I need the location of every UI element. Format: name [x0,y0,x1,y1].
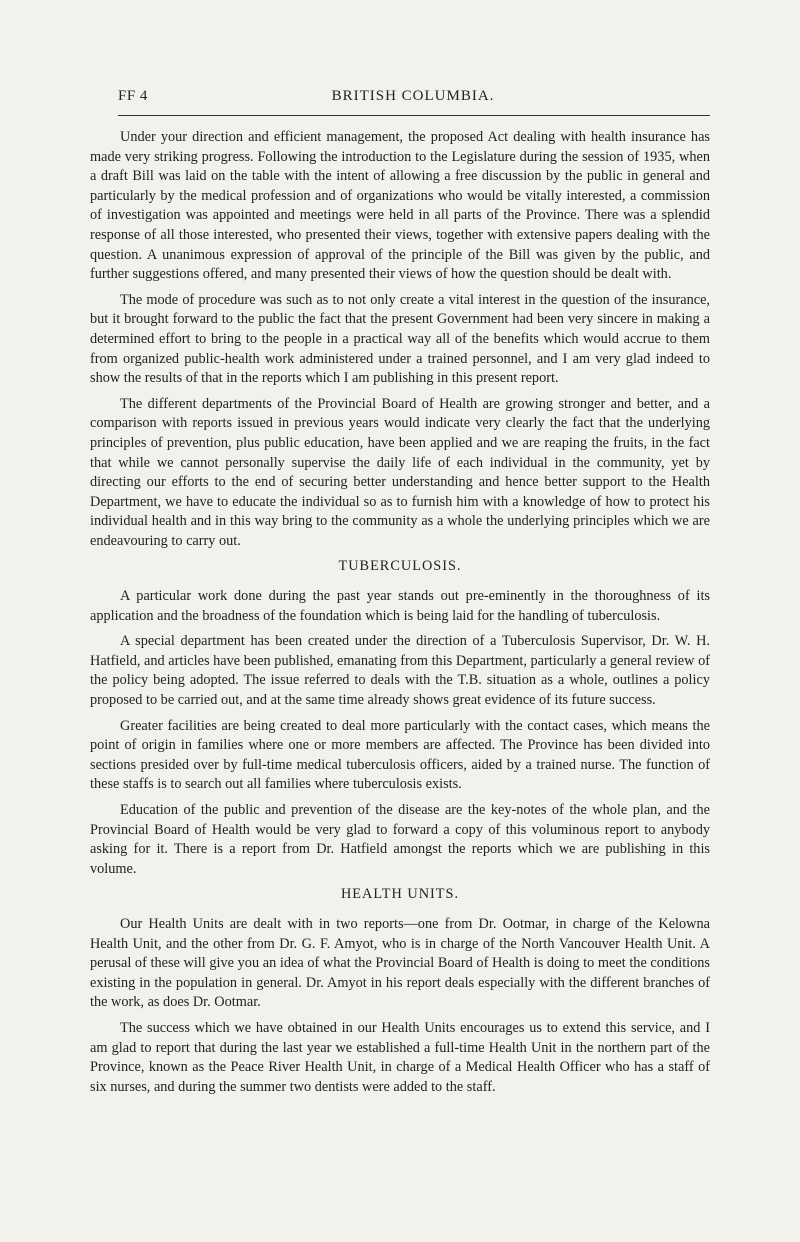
header-rule [118,115,710,116]
section-heading-tuberculosis: TUBERCULOSIS. [338,558,462,575]
paragraph: The success which we have obtained in our Health Units encourages us to extend this service, and I am glad to report that during the last year we established a full-time Health Unit in the northern part of the Province, known as the Peace River Health Unit, in charge of a Medical Health Officer who has a staff of six nurses, and during the summer two dentists were added to the staff. [90,1019,710,1095]
section-heading-health-units: HEALTH UNITS. [340,886,460,903]
page-header [118,88,708,112]
paragraph: Under your direction and efficient management, the proposed Act dealing with health insurance has made very striking progress. Following the introduction to the Legislature during the session of 1935, when a draft Bill was laid on the table with the intent of allowing a free discussion by the public in general and particularly by the medical profession and of organizations who would be vitally interested, a commission of investigation was appointed and meetings were held in all parts of the Province. There was a splendid response of all those interested, who presented their views, together with extensive papers dealing with the question. A unanimous expression of approval of the principle of the Bill was given by the public, and further suggestions offered, and many presented their views of how the question should be dealt with. [90,129,710,283]
paragraph: The different departments of the Provincial Board of Health are growing stronger and better, and a comparison with reports issued in previous years would indicate very clearly the fact that the underlying principles of prevention, plus public education, have been applied and we are reaping the fruits, in the fact that while we cannot personally supervise the daily life of each individual in the community, yet by directing our efforts to the end of securing better understanding and hence better support to the Health Department, we have to educate the individual so as to furnish him with a knowledge of how to protect his individual health and in this way bring to the community as a whole the underlying principles which we are endeavouring to carry out. [90,395,710,549]
paragraph: The mode of procedure was such as to not only create a vital interest in the question of the insurance, but it brought forward to the public the fact that the present Government had been very sincere in making a determined effort to bring to the people in a practical way all of the benefits which would accrue to them from organized public-health work administered under a trained personnel, and I am very glad indeed to show the results of that in the reports which I am publishing in this present report. [90,291,710,387]
paragraph: Education of the public and prevention of the disease are the key-notes of the whole plan, and the Provincial Board of Health would be very glad to forward a copy of this voluminous report to anybody asking for it. There is a report from Dr. Hatfield amongst the reports which we are publishing in this volume. [90,802,710,877]
paragraph: A special department has been created under the direction of a Tuberculosis Supervisor, Dr. W. H. Hatfield, and articles have been published, emanating from this Department, particularly a general review of the policy being adopted. The issue referred to deals with the T.B. situation as a whole, outlines a policy proposed to be carried out, and at the same time already shows great evidence of its future success. [90,633,710,709]
paragraph: A particular work done during the past year stands out pre-eminently in the thoroughness of its application and the broadness of the foundation which is being laid for the handling of tuberculosis. [90,588,710,624]
paragraph: Our Health Units are dealt with in two reports—one from Dr. Ootmar, in charge of the Kelowna Health Unit, and the other from Dr. G. F. Amyot, who is in charge of the North Vancouver Health Unit. A perusal of these will give you an idea of what the Provincial Board of Health is doing to meet the conditions existing in the population in general. Dr. Amyot in his report deals especially with the different branches of the work, as does Dr. Ootmar. [90,915,710,1011]
running-title: BRITISH COLUMBIA. [331,88,495,104]
paragraph: Greater facilities are being created to deal more particularly with the contact cases, which means the point of origin in families where one or more members are affected. The Province has been divided into sections presided over by full-time medical tuberculosis officers, aided by a trained nurse. The function of these staffs is to search out all families where tuberculosis exists. [90,717,710,793]
page-number: FF 4 [118,88,148,104]
body-text [90,128,710,1103]
